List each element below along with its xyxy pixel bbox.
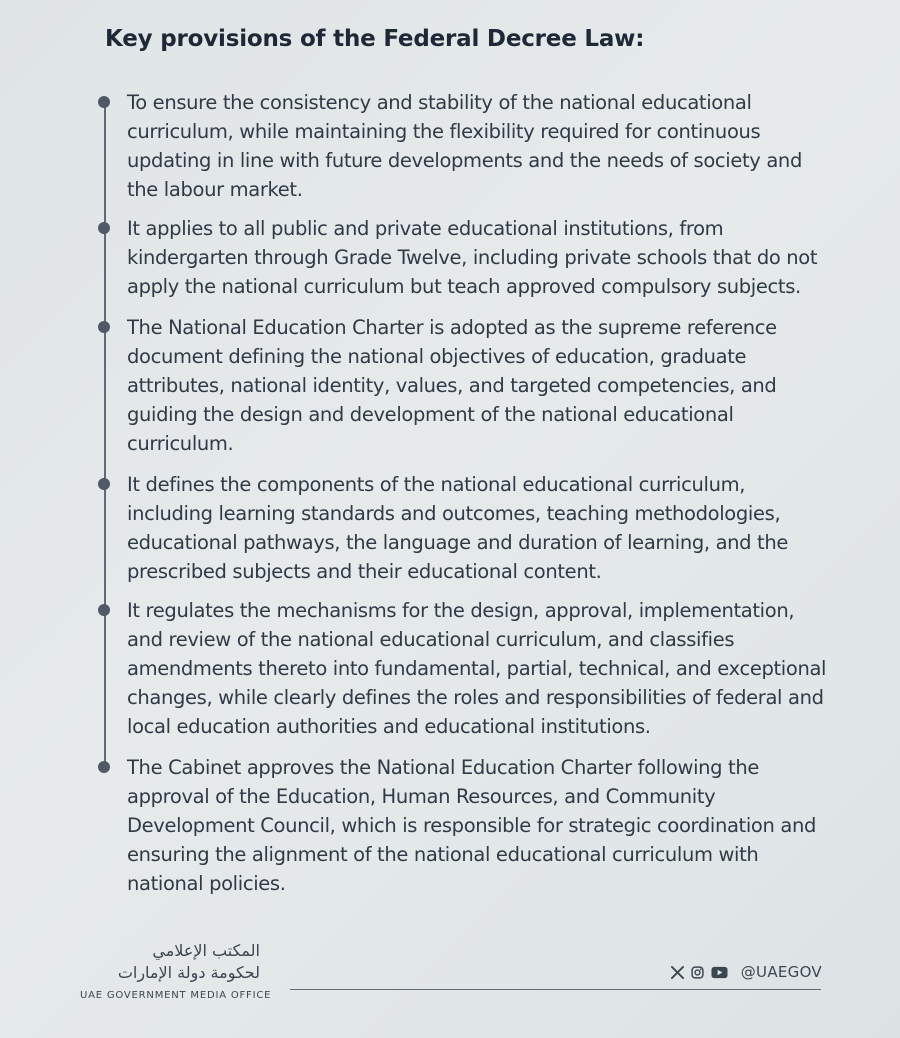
office-name-arabic-line1: المكتب الإعلامي — [152, 941, 260, 960]
bullet-dot — [98, 321, 110, 333]
social-links — [671, 963, 822, 981]
page-title: Key provisions of the Federal Decree Law: — [105, 26, 645, 52]
provision-item-1: To ensure the consistency and stability of the national educational curriculum, while maintaining the flexibility required for continuous updating in line with future developments and the needs of society and the labour market. — [127, 91, 802, 201]
social-handle[interactable]: @UAEGOV — [740, 963, 822, 981]
office-name-english: UAE GOVERNMENT MEDIA OFFICE — [80, 990, 272, 1001]
media-office-logo — [80, 940, 272, 1008]
provision-item-6: The Cabinet approves the National Education Charter following the approval of the Education, Human Resources, and Community Development Council, which is responsible for strategic coordination and ensuring the alignment of the national educational curriculum with national policies. — [127, 756, 816, 895]
provision-item-4: It defines the components of the national educational curriculum, including learning standards and outcomes, teaching methodologies, educational pathways, the language and duration of learning, and the prescribed subjects and their educational content. — [127, 473, 789, 583]
provision-item-3: The National Education Charter is adopted as the supreme reference document defining the national objectives of education, graduate attributes, national identity, values, and targeted competencies, and guiding the design and development of the national educational curriculum. — [127, 316, 777, 455]
bullet-dot — [98, 96, 110, 108]
provision-item-2: It applies to all public and private educational institutions, from kindergarten through Grade Twelve, including private schools that do not apply the national curriculum but teach approved compulsory subjects. — [127, 217, 818, 298]
bullet-dot — [98, 222, 110, 234]
instagram-icon[interactable] — [691, 966, 704, 979]
bullet-dot — [98, 478, 110, 490]
bullet-dot — [98, 604, 110, 616]
bullet-dot — [98, 761, 110, 773]
youtube-icon[interactable] — [711, 966, 728, 979]
x-icon[interactable] — [671, 966, 684, 979]
timeline-line — [104, 104, 106, 766]
footer-divider — [290, 989, 821, 990]
office-name-arabic-line2: لحكومة دولة الإمارات — [117, 963, 260, 982]
provision-item-5: It regulates the mechanisms for the design, approval, implementation, and review of the national educational curriculum, and classifies amendments thereto into fundamental, partial, technical, and exceptional changes, while clearly defines the roles and responsibilities of federal and local education authorities and educational institutions. — [127, 599, 827, 738]
